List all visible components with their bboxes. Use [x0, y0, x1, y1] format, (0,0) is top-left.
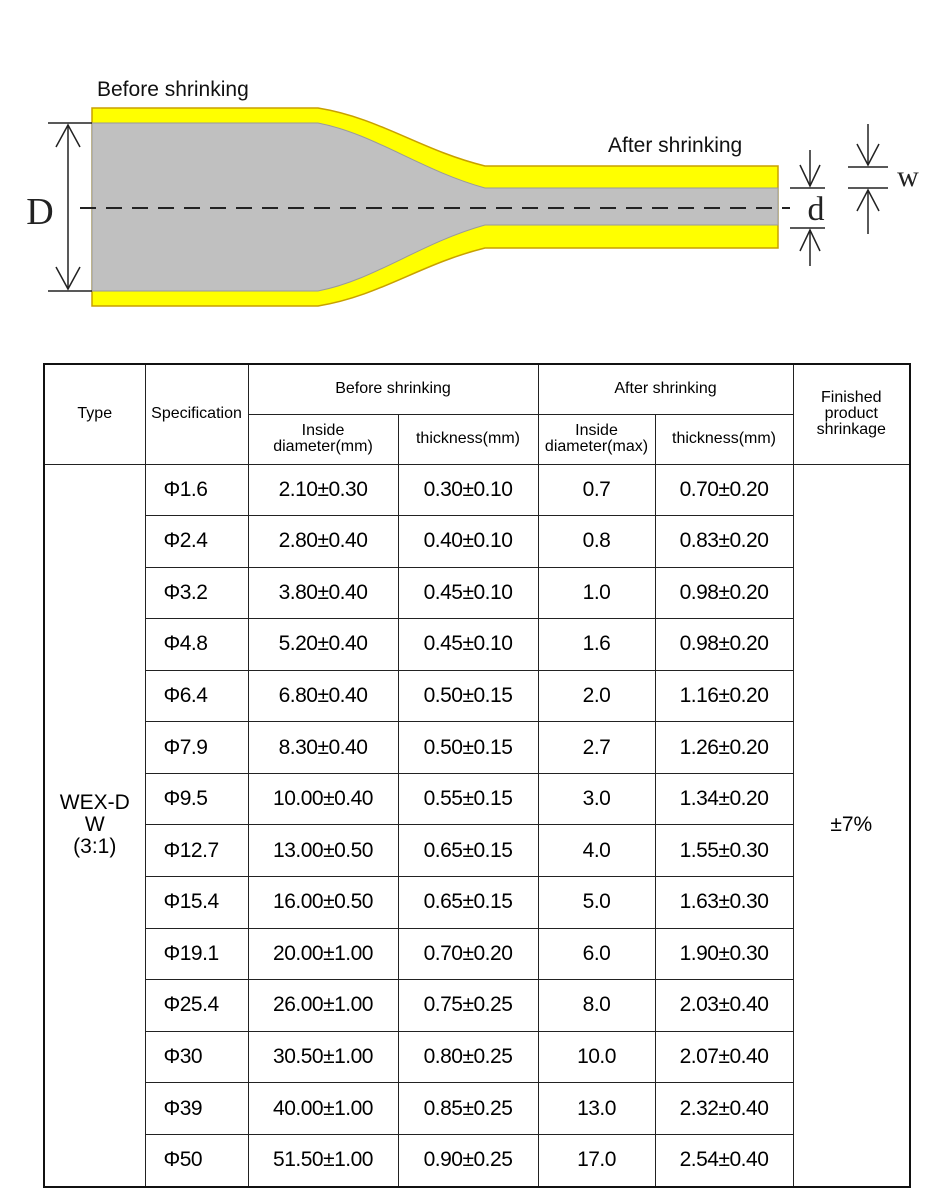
after-thickness-cell: 1.63±0.30 — [655, 877, 793, 929]
before-inside-diameter-cell: 3.80±0.40 — [248, 567, 398, 619]
header-line: Inside — [575, 422, 618, 439]
before-inside-diameter-cell: 16.00±0.50 — [248, 877, 398, 929]
before-inside-diameter-cell: 30.50±1.00 — [248, 1031, 398, 1083]
after-inside-diameter-cell: 0.7 — [538, 464, 655, 516]
table-row — [44, 1083, 910, 1135]
spec-cell: Φ15.4 — [145, 877, 248, 929]
after-thickness-cell: 2.07±0.40 — [655, 1031, 793, 1083]
before-inside-diameter-cell: 2.10±0.30 — [248, 464, 398, 516]
spec-cell: Φ50 — [145, 1134, 248, 1187]
before-inside-diameter-cell: 6.80±0.40 — [248, 670, 398, 722]
table-row — [44, 1134, 910, 1187]
spec-cell: Φ6.4 — [145, 670, 248, 722]
table-body — [44, 464, 910, 1187]
shrink-diagram — [0, 0, 950, 340]
spec-cell: Φ4.8 — [145, 619, 248, 671]
table-row — [44, 1031, 910, 1083]
table-row — [44, 619, 910, 671]
before-inside-diameter-cell: 13.00±0.50 — [248, 825, 398, 877]
after-thickness-cell: 2.32±0.40 — [655, 1083, 793, 1135]
spec-table — [43, 363, 911, 1188]
after-thickness-cell: 1.90±0.30 — [655, 928, 793, 980]
before-thickness-cell: 0.85±0.25 — [398, 1083, 538, 1135]
before-thickness-cell: 0.65±0.15 — [398, 877, 538, 929]
after-inside-diameter-cell: 2.0 — [538, 670, 655, 722]
header-finished-line: product — [824, 405, 878, 423]
after-inside-diameter-cell: 10.0 — [538, 1031, 655, 1083]
table-row — [44, 980, 910, 1032]
after-inside-diameter-cell: 8.0 — [538, 980, 655, 1032]
label-after-shrinking: After shrinking — [608, 134, 743, 157]
after-inside-diameter-cell: 1.0 — [538, 567, 655, 619]
spec-cell: Φ2.4 — [145, 516, 248, 568]
before-inside-diameter-cell: 2.80±0.40 — [248, 516, 398, 568]
spec-cell: Φ25.4 — [145, 980, 248, 1032]
header-before-shrinking: Before shrinking — [248, 364, 538, 414]
before-thickness-cell: 0.30±0.10 — [398, 464, 538, 516]
header-before-thickness: thickness(mm) — [398, 414, 538, 464]
spec-cell: Φ3.2 — [145, 567, 248, 619]
label-D: D — [26, 191, 54, 233]
before-inside-diameter-cell: 10.00±0.40 — [248, 773, 398, 825]
table-row — [44, 877, 910, 929]
type-line: (3:1) — [73, 835, 117, 859]
label-w: w — [897, 160, 919, 193]
header-after-shrinking: After shrinking — [538, 364, 793, 414]
after-thickness-cell: 1.16±0.20 — [655, 670, 793, 722]
spec-cell: Φ7.9 — [145, 722, 248, 774]
before-thickness-cell: 0.65±0.15 — [398, 825, 538, 877]
before-thickness-cell: 0.75±0.25 — [398, 980, 538, 1032]
header-line: diameter(max) — [544, 438, 649, 455]
after-inside-diameter-cell: 5.0 — [538, 877, 655, 929]
after-thickness-cell: 0.70±0.20 — [655, 464, 793, 516]
after-inside-diameter-cell: 2.7 — [538, 722, 655, 774]
type-line: WEX-D — [59, 791, 130, 815]
before-thickness-cell: 0.80±0.25 — [398, 1031, 538, 1083]
after-inside-diameter-cell: 4.0 — [538, 825, 655, 877]
after-inside-diameter-cell: 3.0 — [538, 773, 655, 825]
table-row — [44, 928, 910, 980]
before-thickness-cell: 0.45±0.10 — [398, 567, 538, 619]
before-inside-diameter-cell: 26.00±1.00 — [248, 980, 398, 1032]
table-row — [44, 773, 910, 825]
after-inside-diameter-cell: 17.0 — [538, 1134, 655, 1187]
before-inside-diameter-cell: 5.20±0.40 — [248, 619, 398, 671]
after-thickness-cell: 0.98±0.20 — [655, 567, 793, 619]
table-row — [44, 722, 910, 774]
before-thickness-cell: 0.45±0.10 — [398, 619, 538, 671]
table-row — [44, 825, 910, 877]
before-inside-diameter-cell: 40.00±1.00 — [248, 1083, 398, 1135]
after-thickness-cell: 2.54±0.40 — [655, 1134, 793, 1187]
header-finished-shrinkage — [793, 364, 910, 464]
after-thickness-cell: 1.26±0.20 — [655, 722, 793, 774]
before-thickness-cell: 0.55±0.15 — [398, 773, 538, 825]
before-thickness-cell: 0.50±0.15 — [398, 722, 538, 774]
after-inside-diameter-cell: 1.6 — [538, 619, 655, 671]
header-line: diameter(mm) — [273, 438, 373, 455]
spec-cell: Φ39 — [145, 1083, 248, 1135]
before-inside-diameter-cell: 8.30±0.40 — [248, 722, 398, 774]
shrinkage-cell: ±7% — [793, 464, 910, 1187]
type-line: W — [84, 813, 105, 837]
header-type: Type — [44, 364, 145, 464]
before-inside-diameter-cell: 20.00±1.00 — [248, 928, 398, 980]
header-finished-line: shrinkage — [816, 421, 886, 439]
table-row — [44, 567, 910, 619]
after-inside-diameter-cell: 13.0 — [538, 1083, 655, 1135]
table-row — [44, 464, 910, 516]
after-thickness-cell: 1.34±0.20 — [655, 773, 793, 825]
header-after-thickness: thickness(mm) — [655, 414, 793, 464]
before-thickness-cell: 0.40±0.10 — [398, 516, 538, 568]
after-thickness-cell: 1.55±0.30 — [655, 825, 793, 877]
header-finished-line: Finished — [821, 389, 882, 407]
spec-cell: Φ9.5 — [145, 773, 248, 825]
spec-cell: Φ19.1 — [145, 928, 248, 980]
before-thickness-cell: 0.70±0.20 — [398, 928, 538, 980]
after-inside-diameter-cell: 0.8 — [538, 516, 655, 568]
type-cell — [44, 464, 145, 1187]
header-before-inside-diameter — [248, 414, 398, 464]
table-row — [44, 516, 910, 568]
spec-cell: Φ1.6 — [145, 464, 248, 516]
header-specification: Specification — [145, 364, 248, 464]
before-thickness-cell: 0.50±0.15 — [398, 670, 538, 722]
before-thickness-cell: 0.90±0.25 — [398, 1134, 538, 1187]
before-inside-diameter-cell: 51.50±1.00 — [248, 1134, 398, 1187]
spec-cell: Φ12.7 — [145, 825, 248, 877]
header-line: Inside — [301, 422, 345, 439]
after-thickness-cell: 0.83±0.20 — [655, 516, 793, 568]
spec-cell: Φ30 — [145, 1031, 248, 1083]
after-inside-diameter-cell: 6.0 — [538, 928, 655, 980]
after-thickness-cell: 0.98±0.20 — [655, 619, 793, 671]
header-after-inside-diameter — [538, 414, 655, 464]
label-before-shrinking: Before shrinking — [97, 78, 249, 101]
table-row — [44, 670, 910, 722]
label-d: d — [807, 191, 825, 228]
after-thickness-cell: 2.03±0.40 — [655, 980, 793, 1032]
